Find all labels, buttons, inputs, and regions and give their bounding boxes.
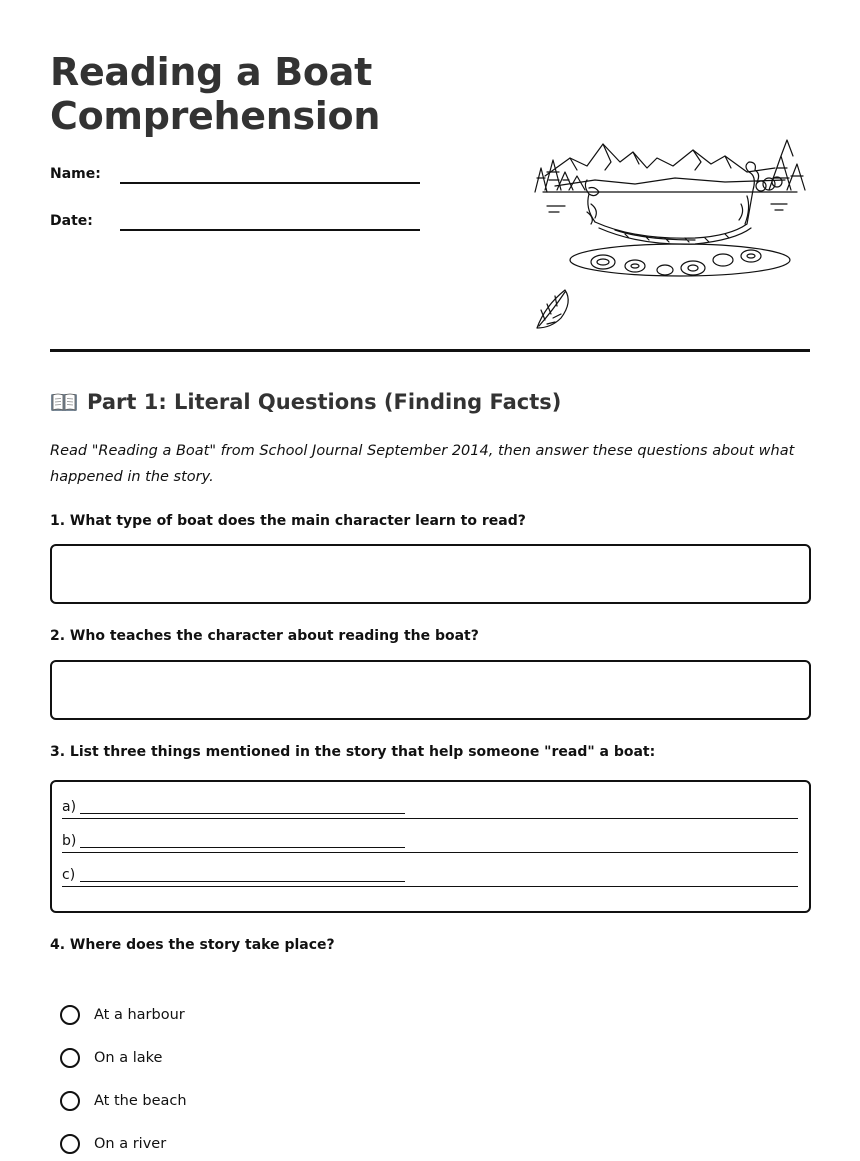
date-label: Date: (50, 213, 93, 229)
section-heading-part1 (50, 390, 561, 414)
question-1: 1. What type of boat does the main character learn to read? (50, 513, 526, 529)
radio-circle-icon[interactable] (60, 1005, 80, 1025)
option-label: On a river (94, 1136, 167, 1152)
instructions-text: Read "Reading a Boat" from School Journal September 2014, then answer these questions about what happened in the story. (50, 443, 795, 485)
list-item-c[interactable] (62, 866, 798, 887)
list-letter-a: a) (62, 799, 77, 815)
page-title: Reading a Boat Comprehension (50, 50, 381, 138)
list-letter-c: c) (62, 867, 76, 883)
list-blank-b (80, 847, 405, 848)
option-label: At the beach (94, 1093, 187, 1109)
radio-circle-icon[interactable] (60, 1048, 80, 1068)
name-input-line[interactable] (120, 182, 420, 184)
option-label: At a harbour (94, 1007, 185, 1023)
answer-box-2[interactable] (50, 660, 811, 720)
option-label: On a lake (94, 1050, 163, 1066)
option-river[interactable] (60, 1131, 166, 1157)
list-item-a[interactable] (62, 798, 798, 819)
answer-box-3[interactable] (50, 780, 811, 913)
list-letter-b: b) (62, 833, 77, 849)
boat-illustration (525, 128, 815, 338)
section-divider (50, 349, 810, 352)
option-beach[interactable] (60, 1088, 187, 1114)
list-blank-c (80, 881, 405, 882)
list-item-b[interactable] (62, 832, 798, 853)
name-label: Name: (50, 166, 101, 182)
date-input-line[interactable] (120, 229, 420, 231)
question-3: 3. List three things mentioned in the story that help someone "read" a boat: (50, 744, 656, 760)
answer-box-1[interactable] (50, 544, 811, 604)
date-field (50, 213, 430, 243)
option-lake[interactable] (60, 1045, 162, 1071)
radio-circle-icon[interactable] (60, 1134, 80, 1154)
open-book-icon (50, 391, 78, 413)
question-2: 2. Who teaches the character about reading the boat? (50, 628, 479, 644)
list-blank-a (80, 813, 405, 814)
question-4: 4. Where does the story take place? (50, 937, 335, 953)
radio-circle-icon[interactable] (60, 1091, 80, 1111)
option-harbour[interactable] (60, 1002, 185, 1028)
section-title-text: Part 1: Literal Questions (Finding Facts) (87, 390, 562, 414)
name-field (50, 166, 430, 196)
